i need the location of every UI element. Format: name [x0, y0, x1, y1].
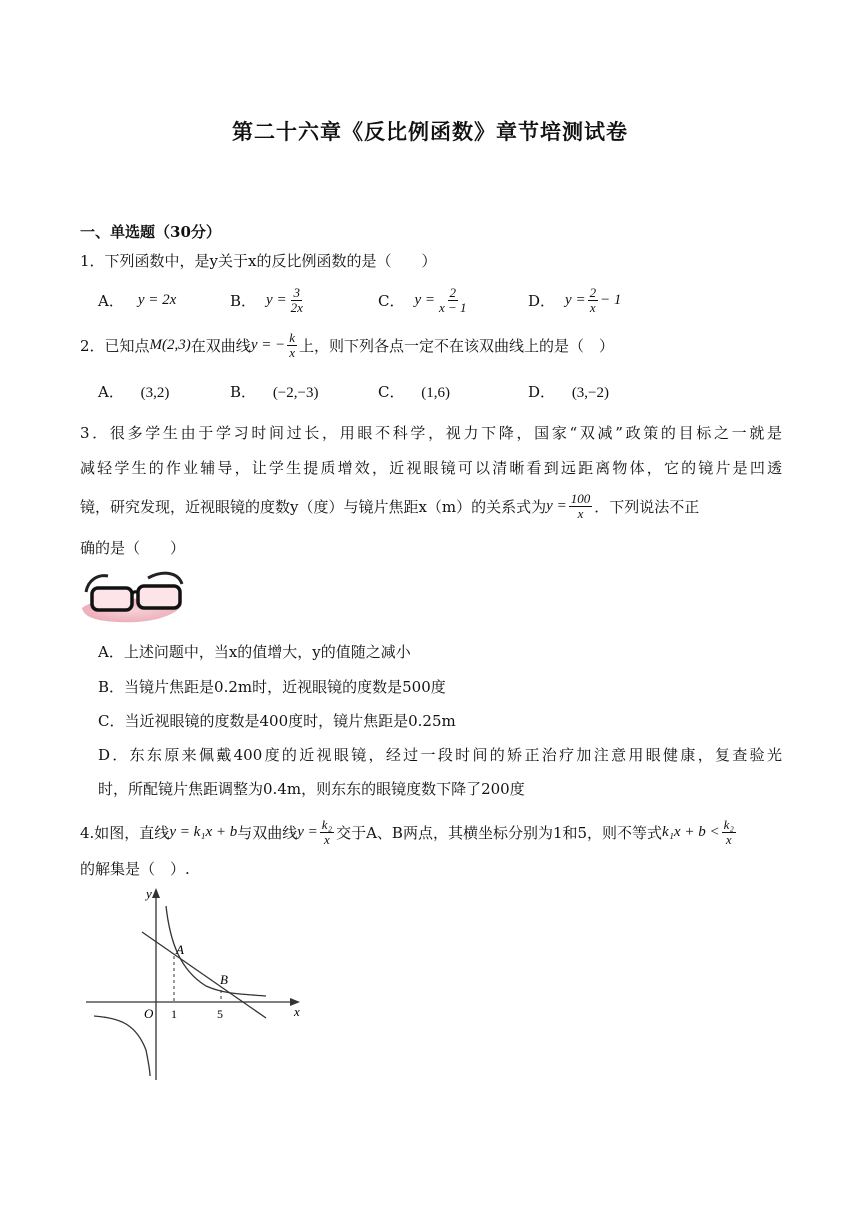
q4-line-2: 的解集是（ ）.: [80, 860, 190, 878]
section-heading: 一、单选题（30分）: [80, 223, 221, 241]
q4-stem: [80, 810, 738, 854]
q1-b-fraction: $\frac{3}{2x}$: [290, 284, 303, 315]
q2-stem: [80, 325, 614, 365]
q1-choice-a: [98, 280, 176, 320]
q4-mid1: 与双曲线: [237, 823, 298, 842]
q3-choice-d-line1: D．东东原来佩戴400度的近视眼镜，经过一段时间的矫正治疗加注意用眼健康，复查验光: [98, 746, 782, 764]
q2-d-val: (3,−2): [571, 385, 610, 401]
q4-mid2: 交于A、B两点，其横坐标分别为1和5，则不等式: [336, 823, 663, 842]
q4-pre: 4.如图，直线: [80, 823, 170, 842]
point-b-label: B: [220, 972, 228, 987]
q3-line-4: 确的是（ ）: [80, 539, 186, 557]
q1-choice-d: [528, 280, 621, 320]
q4-curve-lhs: y =: [297, 823, 318, 840]
q1-d-label: D．: [528, 291, 556, 310]
q2-b-label: B．: [230, 383, 257, 401]
q3-choice-d-line2: 时，所配镜片焦距调整为0.4m，则东东的眼镜度数下降了200度: [98, 780, 525, 798]
q1-b-lhs: y =: [266, 291, 287, 308]
page-title: 第二十六章《反比例函数》章节培测试卷: [232, 119, 628, 144]
q1-b-label: B．: [230, 291, 257, 310]
y-axis-arrow-icon: [152, 888, 160, 898]
q2-mid: 在双曲线: [190, 336, 251, 355]
q1-c-lhs: y =: [414, 291, 436, 308]
q2-b-val: (−2,−3): [272, 385, 319, 401]
origin-label: O: [144, 1006, 154, 1021]
q3-line-2: 减轻学生的作业辅导，让学生提质增效，近视眼镜可以清晰看到远距离物体，它的镜片是凹透: [80, 459, 782, 477]
q2-choice-a: [98, 381, 169, 402]
q2-curve-fraction: $\frac{k}{x}$: [289, 329, 295, 360]
q2-pre: 2．已知点: [80, 336, 150, 355]
q1-choice-c: [378, 280, 471, 320]
q2-choice-b: [230, 381, 318, 402]
q2-c-label: C．: [378, 383, 405, 401]
q4-ineq-fraction: $\frac{\text{k₂}}{x}$: [723, 816, 734, 847]
q1-d-tail: − 1: [600, 291, 622, 308]
q2-curve-lhs: y = −: [250, 336, 286, 353]
hyperbola-branch-3: [94, 1016, 150, 1076]
q1-c-label: C．: [378, 291, 405, 310]
q1-a-label: A．: [98, 291, 124, 310]
q3-line3-post: ．下列说法不正: [594, 497, 700, 516]
x-label: x: [294, 1004, 300, 1019]
q2-choice-c: [378, 381, 450, 402]
q4-line-expr: y = k₁x + b: [169, 823, 238, 840]
line-k1x-b: [142, 932, 266, 1018]
q2-choice-d: [528, 381, 609, 402]
tick-1-label: 1: [171, 1007, 177, 1021]
q2-point: M(2,3): [149, 336, 191, 353]
q4-curve-fraction: $\frac{\text{k₂}}{x}$: [321, 816, 333, 847]
y-label: y: [146, 886, 152, 901]
q2-a-label: A．: [98, 383, 124, 401]
q3-choice-b: B．当镜片焦距是0.2m时，近视眼镜的度数是500度: [98, 678, 446, 696]
q1-a-expr: y = 2x: [137, 291, 177, 308]
q1-c-fraction: $\frac{2}{x - 1}$: [439, 284, 467, 315]
q4-ineq-lhs: k₁x + b <: [662, 823, 720, 840]
hyperbola-graph: [80, 884, 310, 1084]
q3-line-3: [80, 488, 782, 524]
q3-line3-lhs: y =: [546, 497, 567, 514]
q3-line3-fraction: $\frac{100}{x}$: [570, 490, 591, 521]
q2-c-val: (1,6): [421, 385, 451, 401]
glasses-image: [78, 566, 188, 628]
q3-choice-c: C．当近视眼镜的度数是400度时，镜片焦距是0.25m: [98, 712, 456, 730]
q2-post: 上，则下列各点一定不在该双曲线上的是（ ）: [299, 336, 615, 355]
q1-choice-b: [230, 280, 307, 320]
q1-stem: 1．下列函数中，是y关于x的反比例函数的是（ ）: [80, 252, 437, 270]
q2-a-val: (3,2): [140, 385, 170, 401]
q3-line-1: 3．很多学生由于学习时间过长，用眼不科学，视力下降，国家“双减”政策的目标之一就是: [80, 424, 782, 442]
q3-line3-pre: 镜，研究发现，近视眼镜的度数y（度）与镜片焦距x（m）的关系式为: [80, 497, 547, 516]
q1-d-fraction: $\frac{2}{x}$: [589, 284, 597, 315]
tick-5-label: 5: [217, 1007, 223, 1021]
q1-d-lhs: y =: [565, 291, 586, 308]
point-a-label: A: [176, 942, 184, 957]
q3-choice-a: A．上述问题中，当x的值增大，y的值随之减小: [98, 643, 411, 661]
q2-d-label: D．: [528, 383, 556, 401]
